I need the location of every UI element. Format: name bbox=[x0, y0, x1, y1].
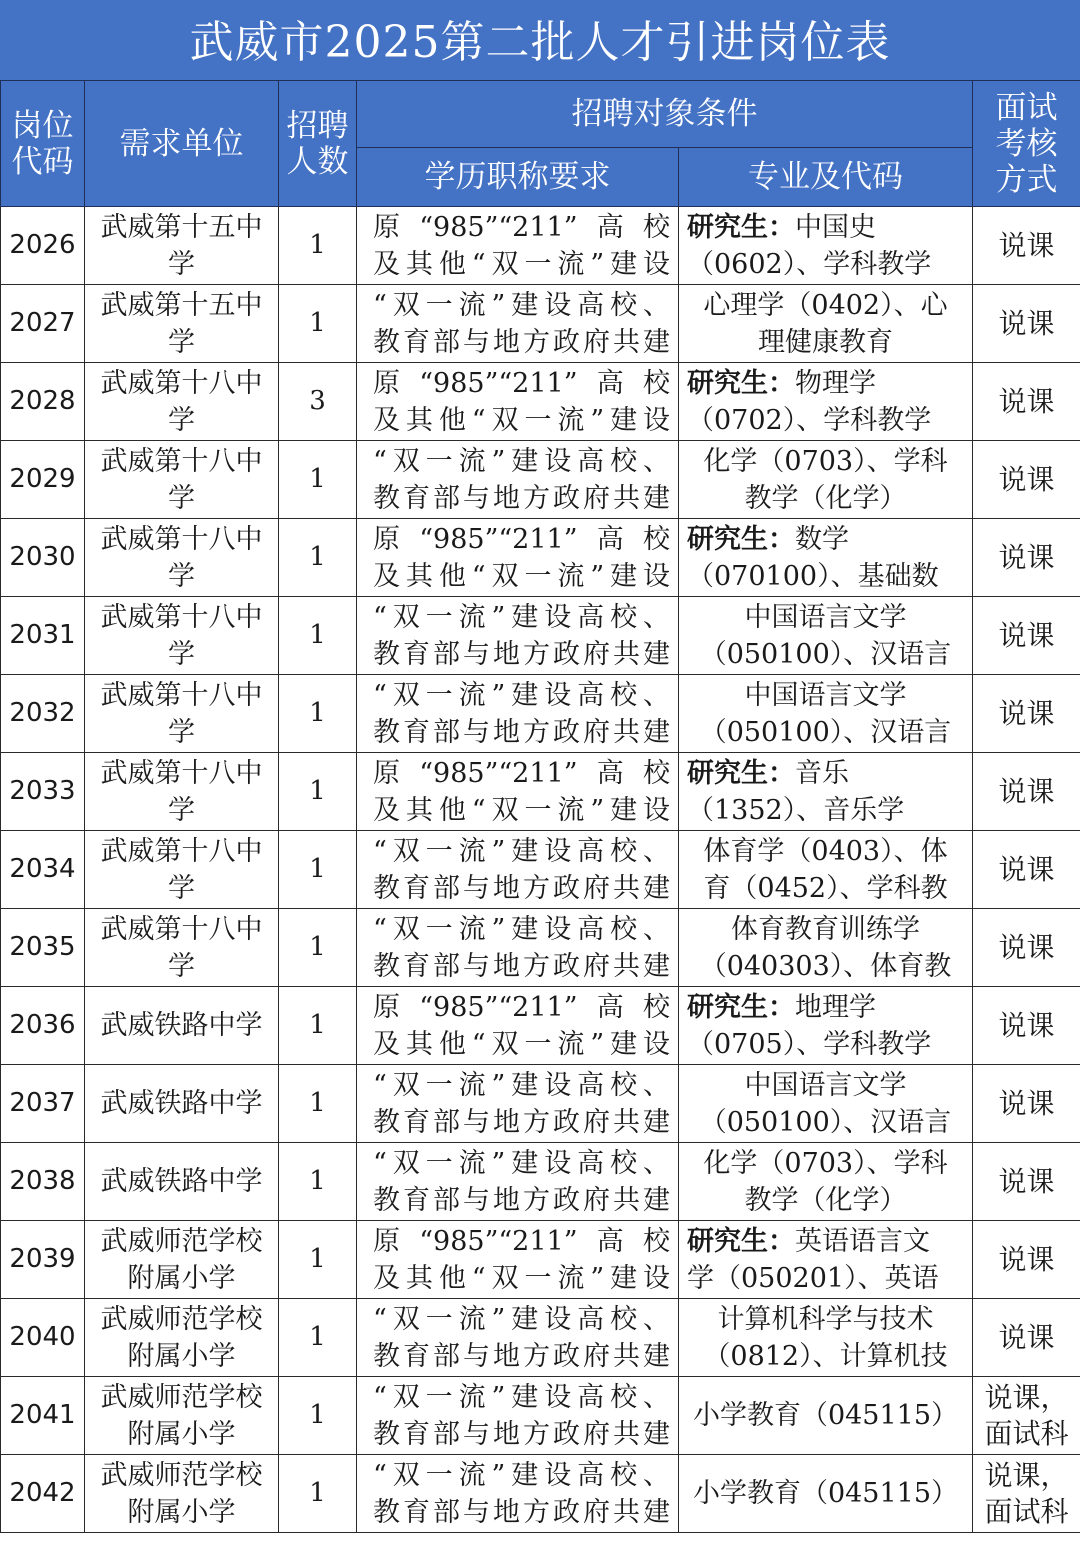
cell-education bbox=[357, 1065, 679, 1143]
edu-line-1: “双一流”建设高校、 bbox=[373, 913, 670, 945]
unit-line-2: 学 bbox=[168, 638, 195, 670]
unit-line-2: 学 bbox=[168, 326, 195, 358]
cell-education bbox=[357, 1377, 679, 1455]
cell-method bbox=[973, 753, 1080, 831]
method-line-1: 说课， bbox=[984, 1458, 1069, 1492]
cell-count: 1 bbox=[279, 675, 357, 753]
cell-code: 2040 bbox=[1, 1299, 85, 1377]
method-line-1: 说课 bbox=[998, 462, 1055, 496]
cell-method bbox=[973, 1299, 1080, 1377]
table-row bbox=[1, 519, 1080, 597]
method-line-1: 说课 bbox=[998, 1242, 1055, 1276]
unit-line-1: 武威师范学校 bbox=[100, 1381, 263, 1413]
method-line-1: 说课 bbox=[998, 1086, 1055, 1120]
edu-line-1: “双一流”建设高校、 bbox=[373, 1381, 670, 1413]
cell-count: 1 bbox=[279, 1299, 357, 1377]
table-row bbox=[1, 285, 1080, 363]
unit-line-2: 学 bbox=[168, 560, 195, 592]
major-line-1: 体育教育训练学 bbox=[731, 913, 920, 945]
method-line-1: 说课 bbox=[998, 696, 1055, 730]
method-line-1: 说课 bbox=[998, 384, 1055, 418]
cell-code: 2034 bbox=[1, 831, 85, 909]
cell-major bbox=[679, 519, 973, 597]
cell-code: 2038 bbox=[1, 1143, 85, 1221]
cell-education bbox=[357, 441, 679, 519]
cell-count: 1 bbox=[279, 1143, 357, 1221]
cell-code: 2029 bbox=[1, 441, 85, 519]
cell-count: 1 bbox=[279, 1221, 357, 1299]
unit-line-1: 武威第十八中 bbox=[100, 757, 263, 789]
cell-count: 1 bbox=[279, 909, 357, 987]
cell-code: 2027 bbox=[1, 285, 85, 363]
edu-line-1: 原“985”“211”高校 bbox=[373, 367, 670, 399]
cell-major bbox=[679, 675, 973, 753]
major-line-1: 研究生：音乐 bbox=[687, 757, 849, 789]
edu-line-1: 原“985”“211”高校 bbox=[373, 991, 670, 1023]
unit-line-1: 武威第十五中 bbox=[100, 289, 263, 321]
major-line-1: 心理学（0402）、心 bbox=[703, 289, 948, 321]
unit-line-2: 学 bbox=[168, 716, 195, 748]
major-line-1: 小学教育（045115） bbox=[692, 1478, 959, 1509]
header-education: 学历职称要求 bbox=[357, 148, 679, 207]
unit-line-2: 学 bbox=[168, 482, 195, 514]
cell-unit bbox=[85, 831, 279, 909]
edu-line-2: 教育部与地方政府共建 bbox=[373, 716, 670, 748]
unit-line-1: 武威第十八中 bbox=[100, 523, 263, 555]
cell-major bbox=[679, 207, 973, 285]
cell-method bbox=[973, 207, 1080, 285]
cell-unit bbox=[85, 1065, 279, 1143]
cell-unit bbox=[85, 363, 279, 441]
cell-count: 1 bbox=[279, 519, 357, 597]
cell-count: 1 bbox=[279, 1455, 357, 1533]
major-line-1: 中国语言文学 bbox=[744, 601, 907, 633]
cell-code: 2031 bbox=[1, 597, 85, 675]
cell-education bbox=[357, 909, 679, 987]
cell-education bbox=[357, 519, 679, 597]
cell-major bbox=[679, 1455, 973, 1533]
table-row bbox=[1, 1221, 1080, 1299]
cell-code: 2037 bbox=[1, 1065, 85, 1143]
edu-line-1: “双一流”建设高校、 bbox=[373, 1147, 670, 1179]
unit-line-2: 附属小学 bbox=[127, 1496, 236, 1528]
edu-line-1: 原“985”“211”高校 bbox=[373, 757, 670, 789]
table-row bbox=[1, 753, 1080, 831]
unit-line-2: 学 bbox=[168, 794, 195, 826]
cell-unit bbox=[85, 1221, 279, 1299]
major-label: 研究生： bbox=[687, 523, 795, 555]
cell-major bbox=[679, 1143, 973, 1221]
cell-method bbox=[973, 363, 1080, 441]
cell-education bbox=[357, 285, 679, 363]
table-row bbox=[1, 363, 1080, 441]
header-conditions: 招聘对象条件 bbox=[357, 81, 973, 148]
table-row bbox=[1, 1377, 1080, 1455]
table-row bbox=[1, 597, 1080, 675]
header-count: 招聘 人数 bbox=[279, 81, 357, 207]
cell-major bbox=[679, 909, 973, 987]
cell-major bbox=[679, 1221, 973, 1299]
unit-line-1: 武威师范学校 bbox=[100, 1225, 263, 1257]
method-line-1: 说课 bbox=[998, 618, 1055, 652]
cell-major bbox=[679, 753, 973, 831]
cell-education bbox=[357, 1221, 679, 1299]
major-line-1: 研究生：中国史 bbox=[687, 211, 876, 243]
major-line-2: （0812）、计算机技 bbox=[703, 1340, 948, 1372]
cell-count: 1 bbox=[279, 285, 357, 363]
unit-line-1: 武威第十五中 bbox=[100, 211, 263, 243]
cell-unit bbox=[85, 987, 279, 1065]
cell-education bbox=[357, 1455, 679, 1533]
major-line-2: （050100）、汉语言 bbox=[699, 638, 952, 670]
major-line-2: 教学（化学） bbox=[744, 482, 907, 514]
major-label: 研究生： bbox=[687, 991, 795, 1023]
unit-line-1: 武威第十八中 bbox=[100, 601, 263, 633]
edu-line-2: 及其他“双一流”建设 bbox=[373, 1028, 670, 1060]
table-row bbox=[1, 909, 1080, 987]
table-row bbox=[1, 831, 1080, 909]
method-line-1: 说课 bbox=[998, 930, 1055, 964]
unit-line-2: 学 bbox=[168, 950, 195, 982]
major-line-1: 体育学（0403）、体 bbox=[703, 835, 948, 867]
cell-major bbox=[679, 1377, 973, 1455]
major-line-1: 化学（0703）、学科 bbox=[703, 445, 948, 477]
cell-count: 1 bbox=[279, 1065, 357, 1143]
cell-count: 3 bbox=[279, 363, 357, 441]
edu-line-1: “双一流”建设高校、 bbox=[373, 1069, 670, 1101]
cell-unit bbox=[85, 1143, 279, 1221]
cell-education bbox=[357, 207, 679, 285]
cell-count: 1 bbox=[279, 207, 357, 285]
cell-code: 2030 bbox=[1, 519, 85, 597]
edu-line-1: “双一流”建设高校、 bbox=[373, 835, 670, 867]
cell-method bbox=[973, 285, 1080, 363]
major-line-1: 研究生：物理学 bbox=[687, 367, 876, 399]
method-line-1: 说课 bbox=[998, 774, 1055, 808]
major-label: 研究生： bbox=[687, 211, 795, 243]
edu-line-1: “双一流”建设高校、 bbox=[373, 679, 670, 711]
edu-line-2: 教育部与地方政府共建 bbox=[373, 872, 670, 904]
major-line-2: （1352）、音乐学 bbox=[687, 794, 905, 826]
edu-line-2: 教育部与地方政府共建 bbox=[373, 1418, 670, 1450]
major-line-1: 计算机科学与技术 bbox=[717, 1303, 934, 1335]
cell-major bbox=[679, 1065, 973, 1143]
cell-education bbox=[357, 675, 679, 753]
cell-major bbox=[679, 363, 973, 441]
cell-unit bbox=[85, 1455, 279, 1533]
cell-education bbox=[357, 597, 679, 675]
edu-line-1: “双一流”建设高校、 bbox=[373, 601, 670, 633]
unit-line-1: 武威师范学校 bbox=[100, 1303, 263, 1335]
cell-major bbox=[679, 987, 973, 1065]
cell-unit bbox=[85, 753, 279, 831]
unit-line-1: 武威第十八中 bbox=[100, 913, 263, 945]
cell-method bbox=[973, 1065, 1080, 1143]
cell-count: 1 bbox=[279, 753, 357, 831]
major-line-1: 研究生：英语语言文 bbox=[687, 1225, 930, 1257]
edu-line-1: “双一流”建设高校、 bbox=[373, 445, 670, 477]
method-line-1: 说课 bbox=[998, 1164, 1055, 1198]
method-line-1: 说课 bbox=[998, 1320, 1055, 1354]
cell-unit bbox=[85, 207, 279, 285]
cell-count: 1 bbox=[279, 441, 357, 519]
major-line-2: （0602）、学科教学 bbox=[687, 248, 932, 280]
cell-education bbox=[357, 831, 679, 909]
cell-method bbox=[973, 1455, 1080, 1533]
unit-line-2: 学 bbox=[168, 404, 195, 436]
cell-method bbox=[973, 909, 1080, 987]
edu-line-1: 原“985”“211”高校 bbox=[373, 211, 670, 243]
unit-line-1: 武威第十八中 bbox=[100, 835, 263, 867]
table-row bbox=[1, 1455, 1080, 1533]
major-label: 研究生： bbox=[687, 367, 795, 399]
cell-method bbox=[973, 1377, 1080, 1455]
cell-unit bbox=[85, 285, 279, 363]
edu-line-2: 教育部与地方政府共建 bbox=[373, 1496, 670, 1528]
cell-code: 2026 bbox=[1, 207, 85, 285]
header-major: 专业及代码 bbox=[679, 148, 973, 207]
cell-unit bbox=[85, 1377, 279, 1455]
cell-method bbox=[973, 597, 1080, 675]
cell-count: 1 bbox=[279, 597, 357, 675]
cell-method bbox=[973, 831, 1080, 909]
major-line-2: 教学（化学） bbox=[744, 1184, 907, 1216]
method-line-2: 面试科 bbox=[984, 1494, 1069, 1528]
cell-unit bbox=[85, 519, 279, 597]
cell-method bbox=[973, 441, 1080, 519]
table-row bbox=[1, 441, 1080, 519]
edu-line-1: 原“985”“211”高校 bbox=[373, 1225, 670, 1257]
header-method: 面试 考核 方式 bbox=[973, 81, 1080, 207]
edu-line-2: 及其他“双一流”建设 bbox=[373, 248, 670, 280]
edu-line-1: “双一流”建设高校、 bbox=[373, 289, 670, 321]
major-line-2: （070100）、基础数 bbox=[687, 560, 939, 592]
cell-code: 2028 bbox=[1, 363, 85, 441]
cell-code: 2033 bbox=[1, 753, 85, 831]
table-row bbox=[1, 987, 1080, 1065]
cell-unit bbox=[85, 597, 279, 675]
cell-method bbox=[973, 1143, 1080, 1221]
edu-line-2: 教育部与地方政府共建 bbox=[373, 326, 670, 358]
cell-education bbox=[357, 987, 679, 1065]
major-label: 研究生： bbox=[687, 1225, 795, 1257]
unit-line-1: 武威师范学校 bbox=[100, 1459, 263, 1491]
table-row bbox=[1, 675, 1080, 753]
cell-major bbox=[679, 1299, 973, 1377]
edu-line-1: 原“985”“211”高校 bbox=[373, 523, 670, 555]
unit-line-1: 武威铁路中学 bbox=[100, 1010, 263, 1041]
cell-major bbox=[679, 597, 973, 675]
cell-major bbox=[679, 441, 973, 519]
cell-method bbox=[973, 675, 1080, 753]
unit-line-1: 武威第十八中 bbox=[100, 445, 263, 477]
major-line-2: （050100）、汉语言 bbox=[699, 716, 952, 748]
table-row bbox=[1, 1065, 1080, 1143]
positions-table bbox=[0, 80, 1080, 1533]
major-line-2: （040303）、体育教 bbox=[699, 950, 952, 982]
cell-code: 2041 bbox=[1, 1377, 85, 1455]
edu-line-2: 教育部与地方政府共建 bbox=[373, 950, 670, 982]
cell-count: 1 bbox=[279, 987, 357, 1065]
unit-line-1: 武威铁路中学 bbox=[100, 1088, 263, 1119]
major-line-2: 理健康教育 bbox=[758, 326, 893, 358]
cell-education bbox=[357, 753, 679, 831]
method-line-1: 说课， bbox=[984, 1380, 1069, 1414]
header-code: 岗位 代码 bbox=[1, 81, 85, 207]
cell-code: 2039 bbox=[1, 1221, 85, 1299]
major-line-1: 中国语言文学 bbox=[744, 679, 907, 711]
table-row bbox=[1, 1143, 1080, 1221]
cell-education bbox=[357, 1299, 679, 1377]
cell-education bbox=[357, 363, 679, 441]
cell-unit bbox=[85, 441, 279, 519]
unit-line-2: 附属小学 bbox=[127, 1262, 236, 1294]
edu-line-1: “双一流”建设高校、 bbox=[373, 1303, 670, 1335]
cell-method bbox=[973, 519, 1080, 597]
cell-unit bbox=[85, 909, 279, 987]
unit-line-1: 武威铁路中学 bbox=[100, 1166, 263, 1197]
major-line-1: 小学教育（045115） bbox=[692, 1400, 959, 1431]
major-line-1: 化学（0703）、学科 bbox=[703, 1147, 948, 1179]
unit-line-1: 武威第十八中 bbox=[100, 679, 263, 711]
unit-line-2: 学 bbox=[168, 872, 195, 904]
major-line-2: 育（0452）、学科教 bbox=[703, 872, 948, 904]
cell-code: 2035 bbox=[1, 909, 85, 987]
page-title: 武威市2025第二批人才引进岗位表 bbox=[0, 0, 1080, 80]
major-line-2: （050100）、汉语言 bbox=[699, 1106, 952, 1138]
edu-line-2: 及其他“双一流”建设 bbox=[373, 794, 670, 826]
unit-line-1: 武威第十八中 bbox=[100, 367, 263, 399]
cell-method bbox=[973, 1221, 1080, 1299]
major-line-2: 学（050201）、英语 bbox=[687, 1262, 939, 1294]
cell-major bbox=[679, 831, 973, 909]
header-unit: 需求单位 bbox=[85, 81, 279, 207]
cell-code: 2036 bbox=[1, 987, 85, 1065]
edu-line-2: 教育部与地方政府共建 bbox=[373, 1340, 670, 1372]
method-line-2: 面试科 bbox=[984, 1416, 1069, 1450]
cell-major bbox=[679, 285, 973, 363]
cell-education bbox=[357, 1143, 679, 1221]
unit-line-2: 学 bbox=[168, 248, 195, 280]
edu-line-1: “双一流”建设高校、 bbox=[373, 1459, 670, 1491]
edu-line-2: 及其他“双一流”建设 bbox=[373, 560, 670, 592]
edu-line-2: 教育部与地方政府共建 bbox=[373, 1106, 670, 1138]
edu-line-2: 教育部与地方政府共建 bbox=[373, 638, 670, 670]
method-line-1: 说课 bbox=[998, 852, 1055, 886]
table-row bbox=[1, 1299, 1080, 1377]
method-line-1: 说课 bbox=[998, 228, 1055, 262]
cell-count: 1 bbox=[279, 831, 357, 909]
method-line-1: 说课 bbox=[998, 1008, 1055, 1042]
cell-code: 2042 bbox=[1, 1455, 85, 1533]
table-row bbox=[1, 207, 1080, 285]
cell-unit bbox=[85, 1299, 279, 1377]
cell-code: 2032 bbox=[1, 675, 85, 753]
edu-line-2: 及其他“双一流”建设 bbox=[373, 1262, 670, 1294]
edu-line-2: 及其他“双一流”建设 bbox=[373, 404, 670, 436]
method-line-1: 说课 bbox=[998, 306, 1055, 340]
major-label: 研究生： bbox=[687, 757, 795, 789]
cell-unit bbox=[85, 675, 279, 753]
major-line-1: 中国语言文学 bbox=[744, 1069, 907, 1101]
major-line-1: 研究生：数学 bbox=[687, 523, 849, 555]
cell-count: 1 bbox=[279, 1377, 357, 1455]
edu-line-2: 教育部与地方政府共建 bbox=[373, 482, 670, 514]
method-line-1: 说课 bbox=[998, 540, 1055, 574]
major-line-2: （0705）、学科教学 bbox=[687, 1028, 932, 1060]
major-line-2: （0702）、学科教学 bbox=[687, 404, 932, 436]
unit-line-2: 附属小学 bbox=[127, 1340, 236, 1372]
cell-method bbox=[973, 987, 1080, 1065]
edu-line-2: 教育部与地方政府共建 bbox=[373, 1184, 670, 1216]
unit-line-2: 附属小学 bbox=[127, 1418, 236, 1450]
major-line-1: 研究生：地理学 bbox=[687, 991, 876, 1023]
